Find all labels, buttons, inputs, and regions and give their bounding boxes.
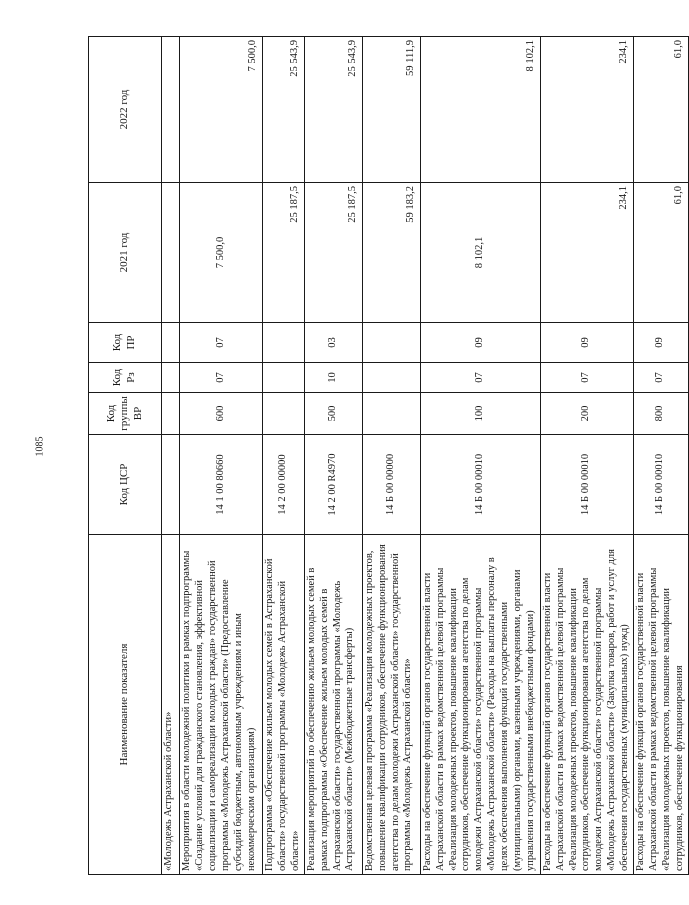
header-2021: 2021 год: [89, 183, 162, 323]
row-name: Расходы на обеспечение функций органов государственной власти Астраханской области в рамках ведомственной целевой программы «Реализация молодежных проектов, повышение квалификации сотрудников, обеспечение функционирования: [634, 535, 689, 875]
table-row: [362, 37, 420, 875]
row-vr: [362, 393, 420, 435]
row-2021: 25 187,5: [263, 183, 305, 323]
table-row: [420, 37, 540, 875]
row-rz: [162, 363, 180, 393]
row-csr: 14 1 00 80660: [180, 435, 263, 535]
header-name: Наименование показателя: [89, 535, 162, 875]
header-2022: 2022 год: [89, 37, 162, 183]
row-pr: [362, 323, 420, 363]
row-name: Ведомственная целевая программа «Реализация молодежных проектов, повышение квалификации сотрудников, обеспечение функционирования агентства по делам молодежи Астраханской области» государственной программы «Молодежь Астраханской области»: [362, 535, 420, 875]
row-name: Расходы на обеспечение функций органов государственной власти Астраханской области в рамках ведомственной целевой программы «Реализация молодежных проектов, повышение квалификации сотрудников, обеспечение функционирования агентства по делам молодежи Астраханской области» государственной программы «Молодежь Астраханской области» (Расходы на выплаты персоналу в целях обеспечения выполнения функций государственными (муниципальными) органами, казенными учреждениями, органами управления государственными внебюджетными фондами): [420, 535, 540, 875]
row-2021: 61,0: [634, 183, 689, 323]
row-vr: [162, 393, 180, 435]
page-number: 1085: [34, 436, 46, 457]
header-pr: Код ПР: [89, 323, 162, 363]
row-pr: 09: [540, 323, 633, 363]
row-2022: 25 543,9: [263, 37, 305, 183]
row-csr: [162, 435, 180, 535]
table-row: [162, 37, 180, 875]
table-row: [304, 37, 362, 875]
row-2022: [162, 37, 180, 183]
row-rz: 07: [420, 363, 540, 393]
table-row: [180, 37, 263, 875]
row-2021: [162, 183, 180, 323]
row-pr: 09: [420, 323, 540, 363]
row-vr: 200: [540, 393, 633, 435]
row-pr: 09: [634, 323, 689, 363]
row-rz: 07: [540, 363, 633, 393]
row-rz: [362, 363, 420, 393]
header-csr: Код ЦСР: [89, 435, 162, 535]
row-rz: 10: [304, 363, 362, 393]
row-name: Расходы на обеспечение функций органов государственной власти Астраханской области в рамках ведомственной целевой программы «Реализация молодежных проектов, повышение квалификации сотрудников, обеспечение функционирования агентства по делам молодежи Астраханской области» государственной программы «Молодежь Астраханской области» (Закупка товаров, работ и услуг для обеспечения государственных (муниципальных) нужд): [540, 535, 633, 875]
row-2021: 59 183,2: [362, 183, 420, 323]
header-vr: Код группы ВР: [89, 393, 162, 435]
row-csr: 14 Б 00 00010: [634, 435, 689, 535]
row-vr: 500: [304, 393, 362, 435]
row-name: Подпрограмма «Обеспечение жильем молодых семей в Астраханской области» государственной программы «Молодежь Астраханской области»: [263, 535, 305, 875]
row-vr: [263, 393, 305, 435]
row-2021: 25 187,5: [304, 183, 362, 323]
row-csr: 14 2 00 R4970: [304, 435, 362, 535]
table-row: [263, 37, 305, 875]
table-header-row: [89, 37, 162, 875]
budget-table-container: [88, 37, 685, 875]
row-name: Мероприятия в области молодежной политики в рамках подпрограммы «Создание условий для гражданского становления, эффективной социализации и самореализации молодых граждан» государственной программы «Молодежь Астраханской области» (Предоставление субсидий бюджетным, автономным учреждениям и иным некоммерческим организациям): [180, 535, 263, 875]
row-2022: 61,0: [634, 37, 689, 183]
row-2022: 25 543,9: [304, 37, 362, 183]
row-vr: 600: [180, 393, 263, 435]
row-vr: 800: [634, 393, 689, 435]
row-csr: 14 Б 00 00010: [540, 435, 633, 535]
row-vr: 100: [420, 393, 540, 435]
row-2021: 7 500,0: [180, 183, 263, 323]
row-2022: 59 111,9: [362, 37, 420, 183]
row-rz: 07: [634, 363, 689, 393]
row-2021: 8 102,1: [420, 183, 540, 323]
row-2022: 234,1: [540, 37, 633, 183]
row-csr: 14 2 00 00000: [263, 435, 305, 535]
row-rz: 07: [180, 363, 263, 393]
row-pr: 07: [180, 323, 263, 363]
table-row: [634, 37, 689, 875]
budget-table: [88, 36, 689, 875]
row-name: «Молодежь Астраханской области»: [162, 535, 180, 875]
row-pr: [162, 323, 180, 363]
row-csr: 14 Б 00 00010: [420, 435, 540, 535]
row-2021: 234,1: [540, 183, 633, 323]
row-2022: 7 500,0: [180, 37, 263, 183]
row-pr: 03: [304, 323, 362, 363]
row-pr: [263, 323, 305, 363]
row-name: Реализация мероприятий по обеспечению жильем молодых семей в рамках подпрограммы «Обеспечение жильем молодых семей в Астраханской области» государственной программы «Молодежь Астраханской области» (Межбюджетные трансферты): [304, 535, 362, 875]
row-rz: [263, 363, 305, 393]
table-row: [540, 37, 633, 875]
header-rz: Код Рз: [89, 363, 162, 393]
row-2022: 8 102,1: [420, 37, 540, 183]
row-csr: 14 Б 00 00000: [362, 435, 420, 535]
